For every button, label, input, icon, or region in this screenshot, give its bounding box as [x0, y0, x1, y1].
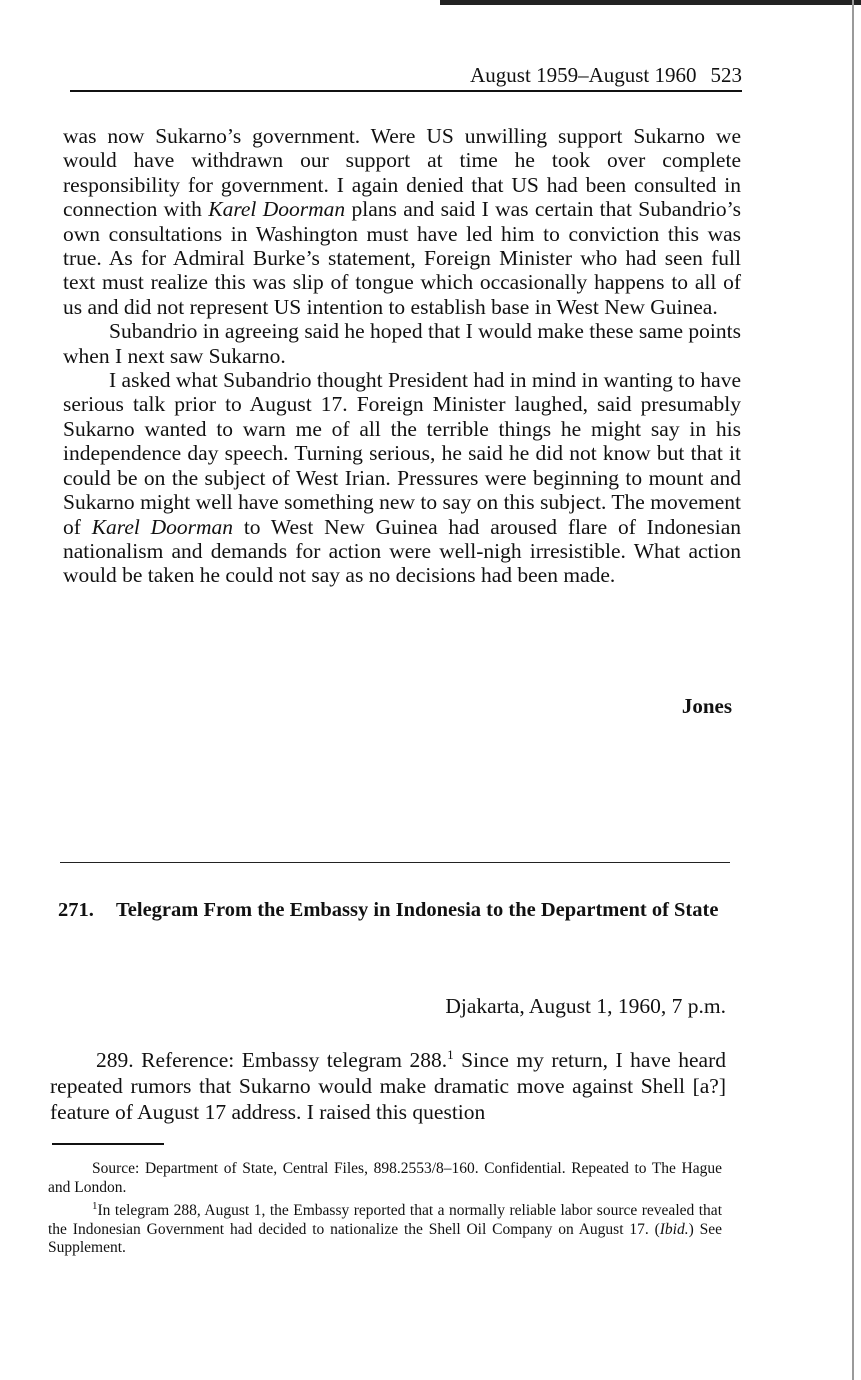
page-number: 523: [710, 63, 742, 87]
document-heading: [58, 898, 728, 922]
footnote-text: In telegram 288, August 1, the Embassy reported that a normally reliable labor source revealed that the Indonesian Government had decided to nationalize the Shell Oil Company on August 17. (: [48, 1202, 722, 1238]
paragraph-text: I asked what Subandrio thought President had in mind in wanting to have serious talk prior to August 17. Foreign Minister laughed, said presumably Sukarno wanted to warn me of all the terrible things he might say in his independence day speech. Turning serious, he said he did not know but that it could be on the subject of West Irian. Pressures were beginning to mount and Sukarno might well have something new to say on this subject. The movement of: [63, 368, 741, 539]
section-divider: [60, 862, 730, 863]
signature: Jones: [681, 694, 732, 718]
running-head: [70, 60, 742, 90]
footnote-ibid: Ibid.: [659, 1220, 689, 1238]
paragraph-text: plans and said I was certain that Subandrio’s own consultations in Washington must have led him to conviction this was true. As for Admiral Burke’s statement, Foreign Minister who had seen full text must realize this was slip of tongue which occasionally happens to all of us and did not represent US intention to establish base in West New Guinea.: [63, 197, 741, 319]
document-number: 271.: [58, 899, 94, 921]
paragraph-text: to West New Guinea had aroused flare of Indonesian nationalism and demands for action were well-nigh irresistible. What action would be taken he could not say as no decisions had been made.: [63, 514, 741, 588]
running-head-title: August 1959–August 1960: [470, 63, 697, 87]
paragraph-text: 289. Reference: Embassy telegram 288.: [96, 1048, 448, 1073]
continued-text: [63, 124, 741, 588]
paragraph-text: Since my return, I have heard repeated rumors that Sukarno would make dramatic move against Shell [a?] feature of August 17 address. I raised this question: [50, 1048, 726, 1125]
paragraph: [63, 368, 741, 588]
paragraph-text: was now Sukarno’s government. Were US unwilling support Sukarno we would have withdrawn our support at time he took over complete responsibility for government. I again denied that US had been consulted in connection with: [63, 124, 741, 222]
scan-edge-right: [852, 0, 854, 1380]
dateline: Djakarta, August 1, 1960, 7 p.m.: [445, 994, 726, 1018]
paragraph: [50, 1042, 726, 1125]
ship-name: Karel Doorman: [208, 197, 346, 222]
footnote-reference: 1: [447, 1047, 454, 1062]
ship-name: Karel Doorman: [91, 514, 234, 539]
scan-edge-top: [440, 0, 861, 5]
document-title: Telegram From the Embassy in Indonesia to the Department of State: [116, 899, 719, 921]
footnote-marker: 1: [92, 1200, 98, 1212]
paragraph: Subandrio in agreeing said he hoped that I would make these same points when I next saw Sukarno.: [63, 319, 741, 368]
source-note: Source: Department of State, Central Files, 898.2553/8–160. Confidential. Repeated to The Hague and London.: [48, 1160, 722, 1196]
footnote-rule: [52, 1143, 164, 1145]
telegram-text: [50, 1042, 726, 1125]
footnotes: [48, 1160, 722, 1258]
footnote-text: ) See Supplement.: [48, 1220, 722, 1257]
header-rule: [70, 90, 742, 92]
footnote-1: [48, 1197, 722, 1258]
paragraph-continued: [63, 124, 741, 319]
